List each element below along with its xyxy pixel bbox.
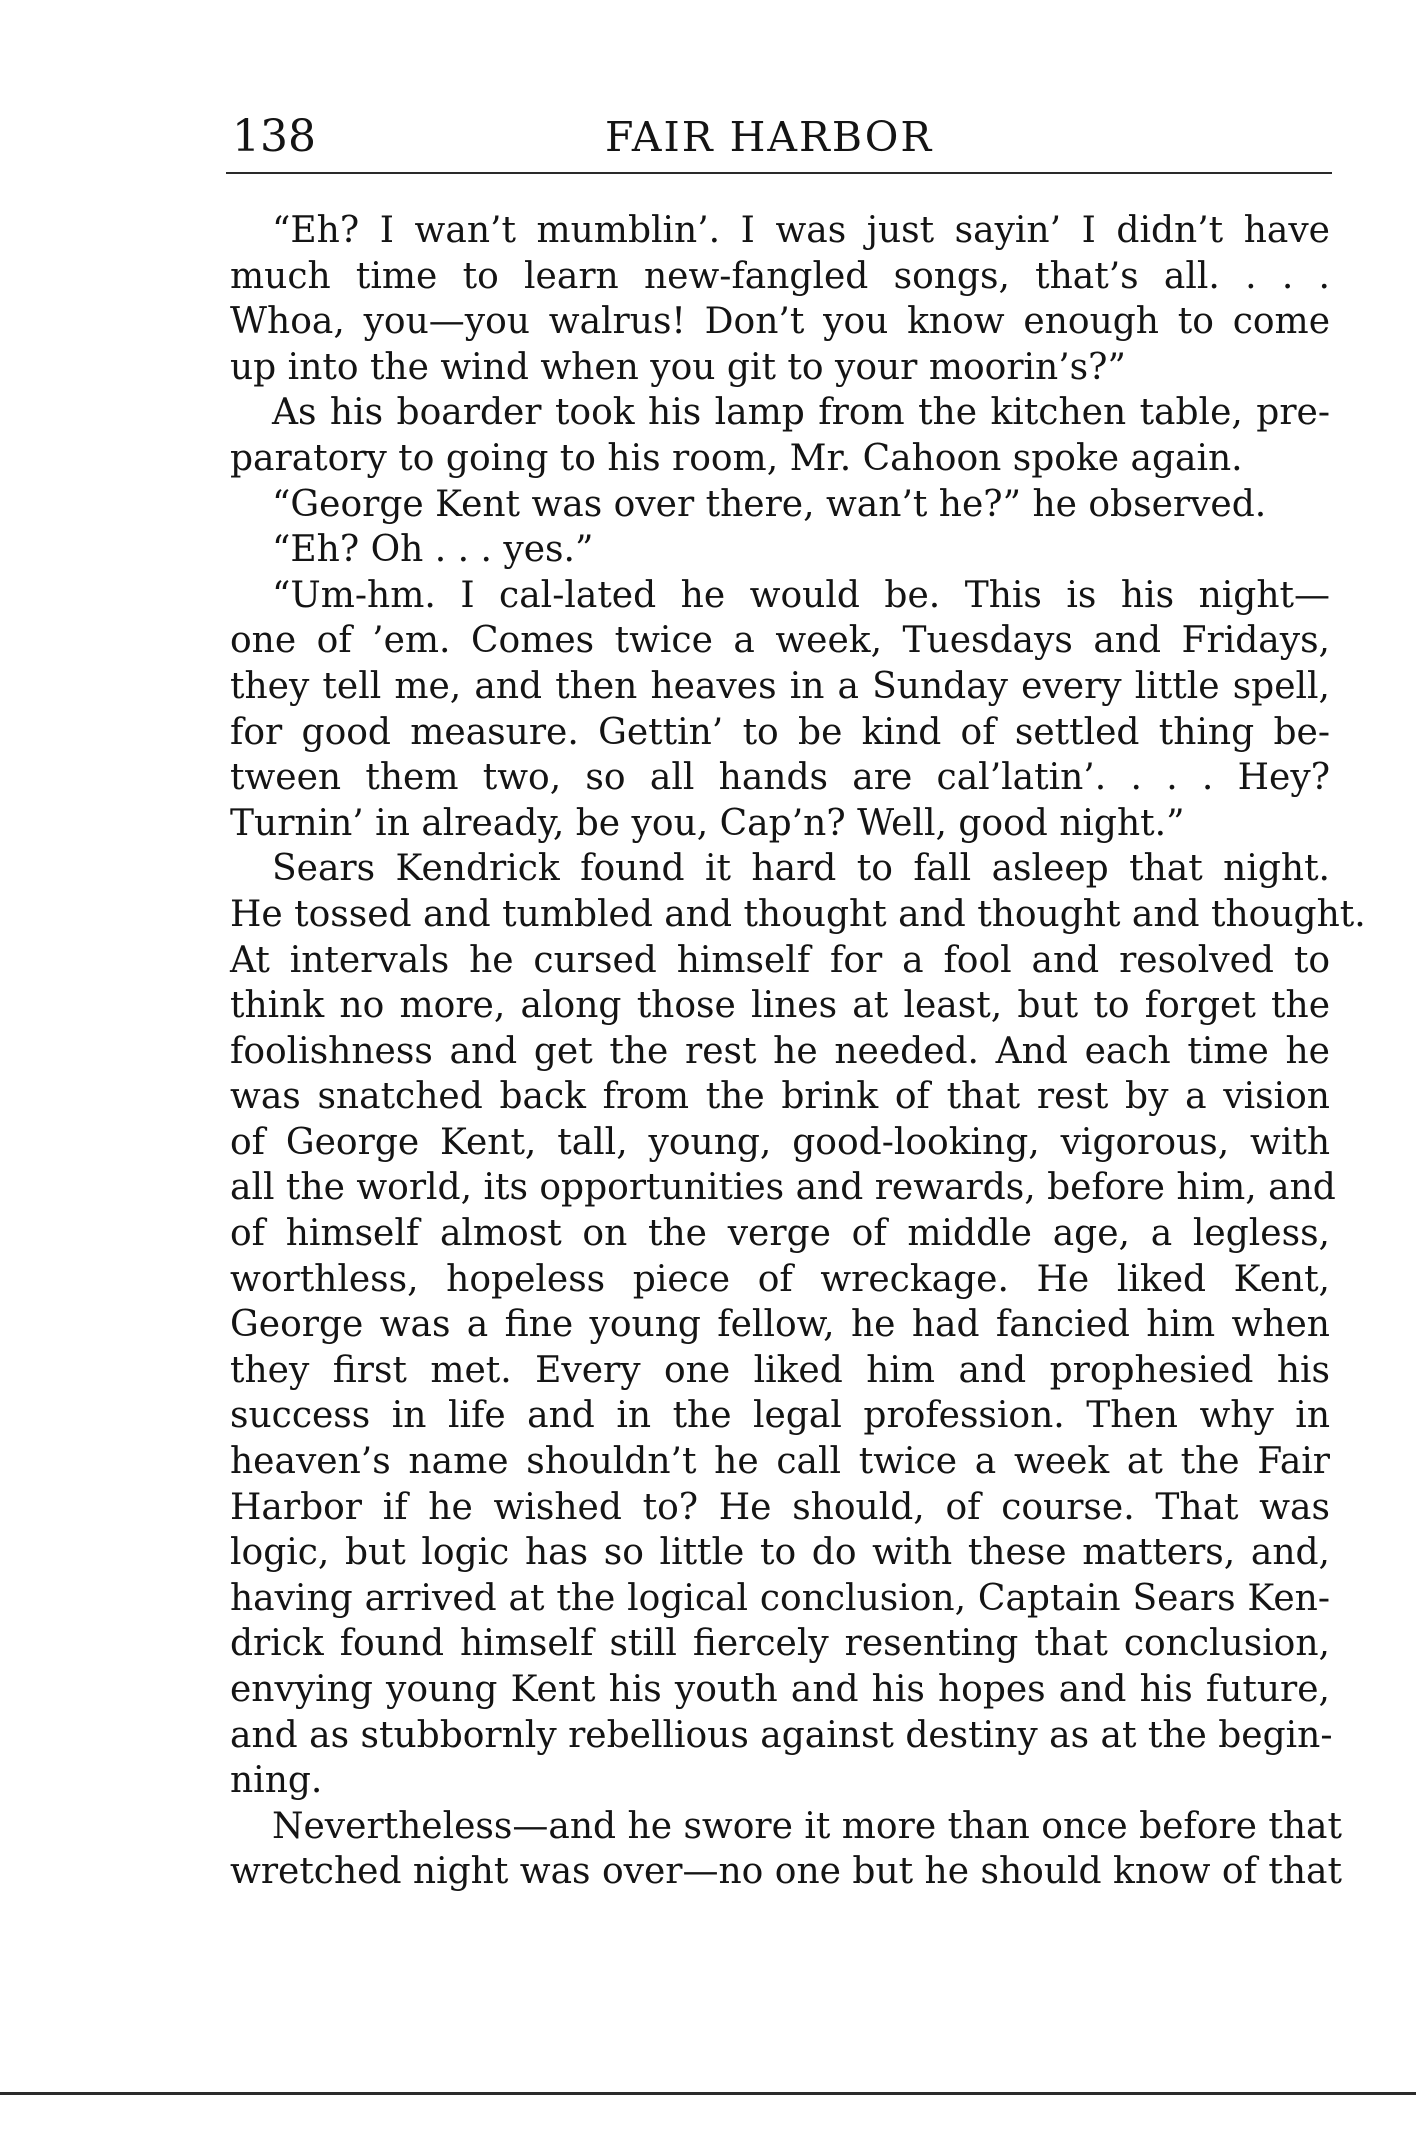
text-line: they first met. Every one liked him and prophesied his [230,1349,1330,1391]
body-text [230,208,1366,1895]
text-line: paratory to going to his room, Mr. Cahoon spoke again. [230,437,1243,479]
text-line: much time to learn new-fangled songs, that’s all. . . . [230,255,1330,297]
text-line: Nevertheless—and he swore it more than once before that [272,1805,1342,1847]
text-line: Whoa, you—you walrus! Don’t you know enough to come [230,301,1330,343]
text-line: success in life and in the legal profession. Then why in [230,1395,1330,1437]
text-line: worthless, hopeless piece of wreckage. He liked Kent, [230,1258,1330,1300]
text-line: He tossed and tumbled and thought and thought and thought. [230,893,1366,935]
text-line: logic, but logic has so little to do with these matters, and, [230,1532,1330,1574]
text-line: was snatched back from the brink of that rest by a vision [230,1076,1330,1118]
text-line: ning. [230,1760,323,1802]
text-line: think no more, along those lines at least, but to forget the [230,985,1330,1027]
text-line: heaven’s name shouldn’t he call twice a week at the Fair [230,1441,1330,1483]
text-line: having arrived at the logical conclusion, Captain Sears Ken- [230,1577,1330,1619]
text-line: Harbor if he wished to? He should, of course. That was [230,1486,1330,1528]
text-line: “Um-hm. I cal-lated he would be. This is his night— [272,574,1330,616]
text-line: wretched night was over—no one but he should know of that [230,1851,1342,1893]
text-line: and as stubbornly rebellious against destiny as at the begin- [230,1714,1333,1756]
text-line: As his boarder took his lamp from the kitchen table, pre- [272,392,1330,434]
text-line: one of ’em. Comes twice a week, Tuesdays and Fridays, [230,620,1330,662]
text-line: of himself almost on the verge of middle age, a legless, [230,1213,1330,1255]
bottom-rule [0,2092,1416,2095]
text-line: “Eh? Oh . . . yes.” [272,529,594,571]
text-line: tween them two, so all hands are cal’latin’. . . . Hey? [230,757,1330,799]
text-line: “Eh? I wan’t mumblin’. I was just sayin’ I didn’t have [272,210,1330,251]
header-rule [226,172,1332,174]
text-line: At intervals he cursed himself for a fool and resolved to [230,939,1330,981]
page-number: 138 [232,111,316,162]
running-head: FAIR HARBOR [605,113,934,161]
text-line: for good measure. Gettin’ to be kind of settled thing be- [230,711,1330,753]
text-line: drick found himself still fiercely resenting that conclusion, [230,1623,1330,1665]
text-line: Turnin’ in already, be you, Cap’n? Well, good night.” [230,802,1185,844]
text-line: “George Kent was over there, wan’t he?” he observed. [272,483,1267,525]
text-line: envying young Kent his youth and his hopes and his future, [230,1669,1330,1710]
text-line: of George Kent, tall, young, good-looking, vigorous, with [230,1121,1330,1163]
text-line: foolishness and get the rest he needed. And each time he [230,1030,1330,1072]
text-line: up into the wind when you git to your moorin’s?” [230,346,1126,388]
text-line: they tell me, and then heaves in a Sunday every little spell, [230,665,1330,707]
text-line: George was a fine young fellow, he had fancied him when [230,1304,1330,1346]
text-line: Sears Kendrick found it hard to fall asleep that night. [272,848,1330,890]
text-line: all the world, its opportunities and rewards, before him, and [230,1167,1336,1209]
